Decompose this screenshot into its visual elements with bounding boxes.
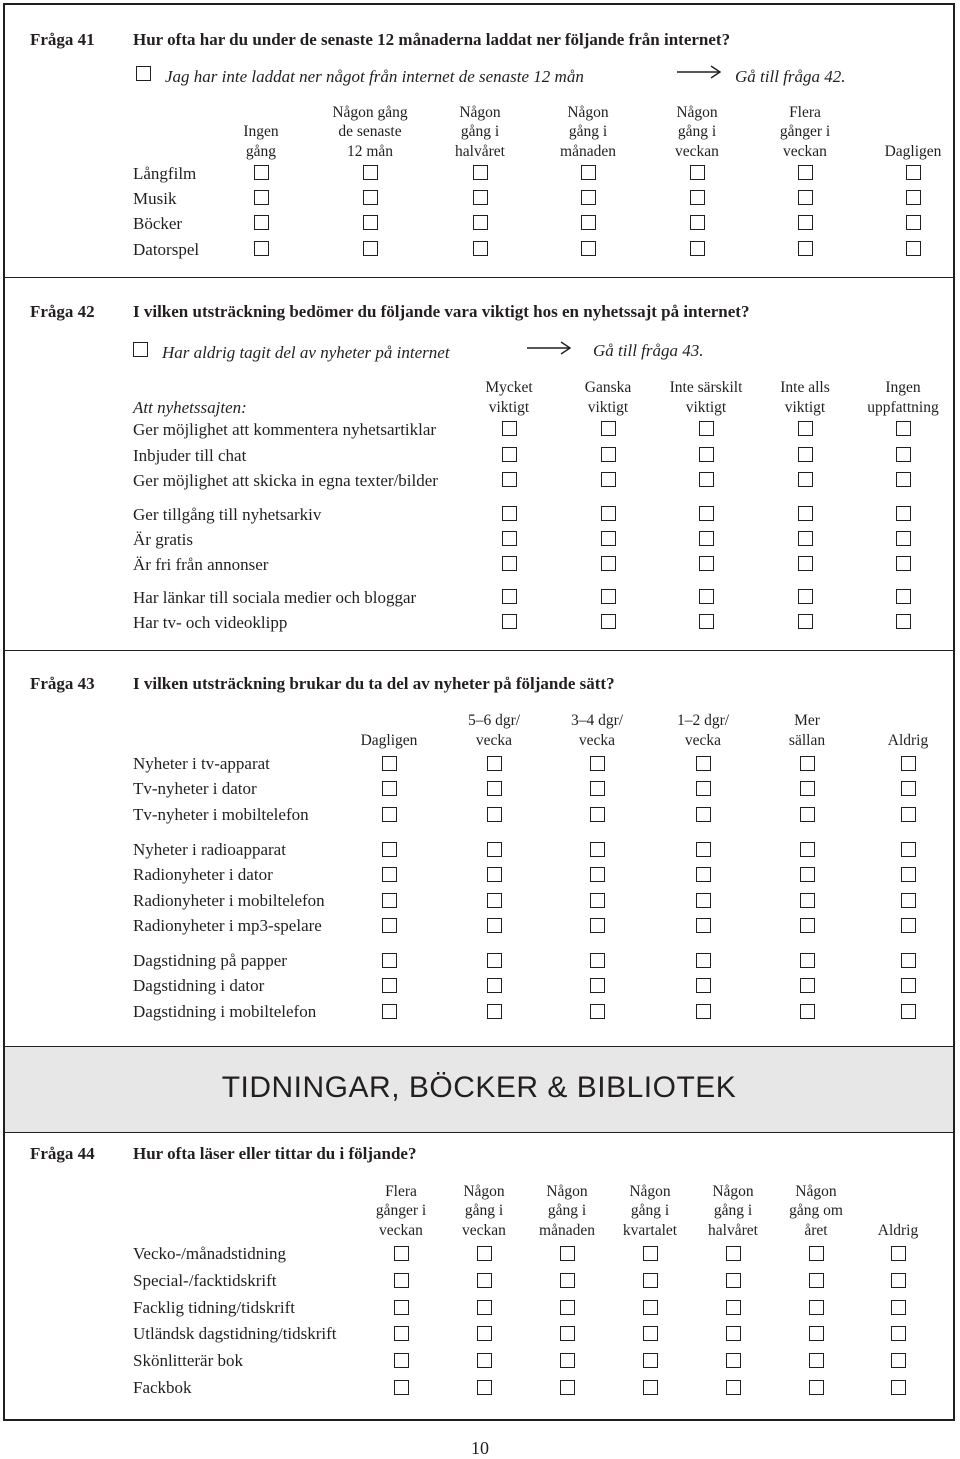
- q43-answer-checkbox[interactable]: [696, 807, 711, 822]
- q41-column-header: [637, 103, 757, 162]
- q41-answer-checkbox[interactable]: [581, 215, 596, 230]
- q44-answer-checkbox[interactable]: [643, 1380, 658, 1395]
- q44-row-label: Utländsk dagstidning/tidskrift: [133, 1324, 337, 1343]
- q43-question: I vilken utsträckning brukar du ta del av nyheter på följande sätt?: [133, 674, 615, 693]
- q41-answer-checkbox[interactable]: [363, 190, 378, 205]
- q43-answer-checkbox[interactable]: [901, 867, 916, 882]
- q43-row-label: Dagstidning i dator: [133, 976, 265, 995]
- q42-answer-checkbox[interactable]: [601, 531, 616, 546]
- q43-answer-checkbox[interactable]: [382, 893, 397, 908]
- q42-question: I vilken utsträckning bedömer du följande vara viktigt hos en nyhetssajt på internet?: [133, 302, 750, 321]
- q41-answer-checkbox[interactable]: [906, 215, 921, 230]
- q42-answer-checkbox[interactable]: [601, 556, 616, 571]
- q43-answer-checkbox[interactable]: [487, 756, 502, 771]
- column-header-line: Dagligen: [884, 142, 942, 160]
- q43-row-label: Radionyheter i dator: [133, 865, 273, 884]
- q44-answer-checkbox[interactable]: [560, 1353, 575, 1368]
- q41-column-header: [420, 103, 540, 162]
- column-header-line: Mer: [794, 712, 820, 729]
- q43-number: Fråga 43: [30, 674, 95, 693]
- q43-answer-checkbox[interactable]: [382, 756, 397, 771]
- q41-question: Hur ofta har du under de senaste 12 månaderna laddat ner följande från internet?: [133, 30, 731, 49]
- q43-row-label: Nyheter i tv-apparat: [133, 754, 270, 773]
- q43-answer-checkbox[interactable]: [800, 918, 815, 933]
- q44-answer-checkbox[interactable]: [394, 1246, 409, 1261]
- q43-answer-checkbox[interactable]: [696, 893, 711, 908]
- q44-answer-checkbox[interactable]: [809, 1353, 824, 1368]
- q43-answer-checkbox[interactable]: [800, 756, 815, 771]
- column-header-line: veckan: [379, 1221, 423, 1239]
- q44-answer-checkbox[interactable]: [560, 1300, 575, 1315]
- q42-answer-checkbox[interactable]: [896, 472, 911, 487]
- column-header-line: gånger i: [375, 1202, 427, 1219]
- q42-answer-checkbox[interactable]: [502, 589, 517, 604]
- q42-skip-option: Har aldrig tagit del av nyheter på internet: [162, 343, 450, 362]
- q43-row-label: Tv-nyheter i mobiltelefon: [133, 805, 309, 824]
- q44-answer-checkbox[interactable]: [891, 1273, 906, 1288]
- q43-answer-checkbox[interactable]: [487, 918, 502, 933]
- q44-answer-checkbox[interactable]: [394, 1300, 409, 1315]
- q44-answer-checkbox[interactable]: [394, 1273, 409, 1288]
- q42-answer-checkbox[interactable]: [798, 506, 813, 521]
- q43-answer-checkbox[interactable]: [800, 867, 815, 882]
- q43-answer-checkbox[interactable]: [590, 756, 605, 771]
- q41-answer-checkbox[interactable]: [363, 241, 378, 256]
- column-header-line: Dagligen: [360, 731, 418, 749]
- q43-answer-checkbox[interactable]: [382, 842, 397, 857]
- q41-row-label: Böcker: [133, 214, 183, 233]
- q43-column-header: [643, 711, 763, 750]
- q41-answer-checkbox[interactable]: [581, 241, 596, 256]
- q42-answer-checkbox[interactable]: [601, 506, 616, 521]
- q42-row-label: Ger möjlighet att kommentera nyhetsartiklar: [133, 420, 437, 439]
- q42-answer-checkbox[interactable]: [798, 589, 813, 604]
- q43-row-label: Dagstidning i mobiltelefon: [133, 1002, 317, 1021]
- column-header-line: Någon: [459, 103, 501, 121]
- q41-row-label: Datorspel: [133, 240, 200, 259]
- q43-answer-checkbox[interactable]: [800, 978, 815, 993]
- q42-answer-checkbox[interactable]: [896, 556, 911, 571]
- q41-column-header: [310, 103, 430, 162]
- q43-answer-checkbox[interactable]: [901, 893, 916, 908]
- q41-column-header: [528, 103, 648, 162]
- q41-answer-checkbox[interactable]: [473, 215, 488, 230]
- column-header-line: 5–6 dgr/: [467, 712, 521, 729]
- q41-skip-option: Jag har inte laddat ner något från internet de senaste 12 mån: [165, 67, 584, 86]
- arrow-right-icon: [527, 340, 573, 356]
- q43-answer-checkbox[interactable]: [487, 781, 502, 796]
- column-header-line: Någon: [546, 1182, 588, 1200]
- column-header-line: månaden: [539, 1221, 595, 1239]
- q41-answer-checkbox[interactable]: [363, 215, 378, 230]
- q41-answer-checkbox[interactable]: [473, 190, 488, 205]
- q41-skip-checkbox[interactable]: [136, 66, 151, 81]
- q43-answer-checkbox[interactable]: [901, 978, 916, 993]
- q43-answer-checkbox[interactable]: [901, 756, 916, 771]
- column-header-line: gång i: [713, 1202, 753, 1219]
- q43-answer-checkbox[interactable]: [696, 978, 711, 993]
- q43-answer-checkbox[interactable]: [487, 807, 502, 822]
- q42-answer-checkbox[interactable]: [896, 614, 911, 629]
- q42-answer-checkbox[interactable]: [699, 447, 714, 462]
- q44-answer-checkbox[interactable]: [809, 1246, 824, 1261]
- q44-answer-checkbox[interactable]: [891, 1246, 906, 1261]
- q44-row-label: Facklig tidning/tidskrift: [133, 1298, 295, 1317]
- q43-answer-checkbox[interactable]: [696, 756, 711, 771]
- q44-answer-checkbox[interactable]: [643, 1326, 658, 1341]
- q44-answer-checkbox[interactable]: [643, 1273, 658, 1288]
- q44-answer-checkbox[interactable]: [643, 1300, 658, 1315]
- column-header-line: Ganska: [584, 379, 632, 396]
- q41-answer-checkbox[interactable]: [690, 165, 705, 180]
- q43-answer-checkbox[interactable]: [487, 1004, 502, 1019]
- column-header-line: gånger i: [779, 123, 831, 140]
- column-header-line: Ingen: [243, 123, 279, 140]
- divider: [5, 650, 953, 651]
- q43-answer-checkbox[interactable]: [590, 1004, 605, 1019]
- q42-answer-checkbox[interactable]: [798, 531, 813, 546]
- column-header-line: Någon: [463, 1182, 505, 1200]
- q43-answer-checkbox[interactable]: [901, 1004, 916, 1019]
- column-header-line: 1–2 dgr/: [676, 712, 730, 729]
- q42-answer-checkbox[interactable]: [798, 614, 813, 629]
- q44-row-label: Special-/facktidskrift: [133, 1271, 277, 1290]
- column-header-line: månaden: [560, 142, 616, 160]
- column-header-line: gång i: [547, 1202, 587, 1219]
- divider: [5, 277, 953, 278]
- q43-column-header: [848, 731, 960, 751]
- q44-answer-checkbox[interactable]: [477, 1300, 492, 1315]
- column-header-line: Någon: [567, 103, 609, 121]
- column-header-line: Någon: [629, 1182, 671, 1200]
- column-header-line: gång om: [789, 1202, 843, 1219]
- q41-answer-checkbox[interactable]: [581, 190, 596, 205]
- q43-row-label: Radionyheter i mp3-spelare: [133, 916, 322, 935]
- column-header-line: viktigt: [784, 398, 826, 416]
- q43-answer-checkbox[interactable]: [487, 978, 502, 993]
- q41-answer-checkbox[interactable]: [581, 165, 596, 180]
- q43-answer-checkbox[interactable]: [590, 953, 605, 968]
- q42-answer-checkbox[interactable]: [601, 447, 616, 462]
- q42-answer-checkbox[interactable]: [896, 506, 911, 521]
- q42-answer-checkbox[interactable]: [601, 472, 616, 487]
- q42-skip-goto: Gå till fråga 43.: [593, 341, 704, 360]
- q42-answer-checkbox[interactable]: [699, 506, 714, 521]
- q41-answer-checkbox[interactable]: [690, 215, 705, 230]
- q42-answer-checkbox[interactable]: [896, 589, 911, 604]
- q42-row-label: Är fri från annonser: [133, 555, 269, 574]
- q42-answer-checkbox[interactable]: [798, 421, 813, 436]
- q42-row-label: Har länkar till sociala medier och bloggar: [133, 588, 417, 607]
- column-header-line: Flera: [385, 1182, 417, 1200]
- column-header-line: gång i: [464, 1202, 504, 1219]
- q41-answer-checkbox[interactable]: [363, 165, 378, 180]
- column-header-line: Mycket: [485, 379, 533, 396]
- column-header-line: viktigt: [488, 398, 530, 416]
- column-header-line: vecka: [578, 731, 616, 749]
- q42-row-label: Har tv- och videoklipp: [133, 613, 288, 632]
- column-header-line: halvåret: [455, 142, 505, 160]
- q44-answer-checkbox[interactable]: [560, 1326, 575, 1341]
- q44-row-label: Fackbok: [133, 1378, 192, 1397]
- column-header-line: gång i: [460, 123, 500, 140]
- page-number: 10: [471, 1438, 489, 1458]
- column-header-line: vecka: [684, 731, 722, 749]
- q44-answer-checkbox[interactable]: [643, 1246, 658, 1261]
- q42-answer-checkbox[interactable]: [896, 531, 911, 546]
- q43-answer-checkbox[interactable]: [382, 918, 397, 933]
- q42-answer-checkbox[interactable]: [699, 472, 714, 487]
- q43-answer-checkbox[interactable]: [487, 867, 502, 882]
- column-header-line: kvartalet: [622, 1221, 678, 1239]
- q43-answer-checkbox[interactable]: [696, 1004, 711, 1019]
- q42-answer-checkbox[interactable]: [896, 421, 911, 436]
- q44-answer-checkbox[interactable]: [809, 1273, 824, 1288]
- q42-answer-checkbox[interactable]: [601, 421, 616, 436]
- q44-answer-checkbox[interactable]: [477, 1273, 492, 1288]
- q41-answer-checkbox[interactable]: [473, 241, 488, 256]
- column-header-line: vecka: [475, 731, 513, 749]
- q44-answer-checkbox[interactable]: [891, 1380, 906, 1395]
- q44-answer-checkbox[interactable]: [726, 1246, 741, 1261]
- q44-answer-checkbox[interactable]: [477, 1246, 492, 1261]
- q42-answer-checkbox[interactable]: [502, 556, 517, 571]
- q42-row-label: Är gratis: [133, 530, 193, 549]
- q42-answer-checkbox[interactable]: [502, 421, 517, 436]
- column-header-line: veckan: [783, 142, 827, 160]
- column-header-line: veckan: [675, 142, 719, 160]
- q43-answer-checkbox[interactable]: [382, 1004, 397, 1019]
- q43-answer-checkbox[interactable]: [590, 781, 605, 796]
- q44-number: Fråga 44: [30, 1144, 95, 1163]
- q42-answer-checkbox[interactable]: [699, 556, 714, 571]
- column-header-line: uppfattning: [867, 398, 939, 416]
- q42-answer-checkbox[interactable]: [896, 447, 911, 462]
- q44-answer-checkbox[interactable]: [477, 1380, 492, 1395]
- q43-answer-checkbox[interactable]: [382, 807, 397, 822]
- q43-answer-checkbox[interactable]: [590, 893, 605, 908]
- q43-column-header: [537, 711, 657, 750]
- q42-row-label: Ger tillgång till nyhetsarkiv: [133, 505, 322, 524]
- q43-answer-checkbox[interactable]: [590, 918, 605, 933]
- q43-answer-checkbox[interactable]: [696, 867, 711, 882]
- column-header-line: Någon: [712, 1182, 754, 1200]
- q42-row-intro: Att nyhetssajten:: [133, 398, 247, 417]
- q44-answer-checkbox[interactable]: [560, 1273, 575, 1288]
- q41-answer-checkbox[interactable]: [254, 241, 269, 256]
- q44-column-header: [838, 1221, 958, 1241]
- q43-answer-checkbox[interactable]: [590, 867, 605, 882]
- q43-answer-checkbox[interactable]: [901, 953, 916, 968]
- q42-answer-checkbox[interactable]: [798, 556, 813, 571]
- q43-answer-checkbox[interactable]: [800, 1004, 815, 1019]
- q44-answer-checkbox[interactable]: [477, 1353, 492, 1368]
- q44-answer-checkbox[interactable]: [726, 1273, 741, 1288]
- q42-answer-checkbox[interactable]: [699, 421, 714, 436]
- q41-skip-goto: Gå till fråga 42.: [735, 67, 846, 86]
- q42-answer-checkbox[interactable]: [798, 472, 813, 487]
- q43-answer-checkbox[interactable]: [382, 953, 397, 968]
- q42-answer-checkbox[interactable]: [699, 614, 714, 629]
- q44-answer-checkbox[interactable]: [560, 1380, 575, 1395]
- q42-answer-checkbox[interactable]: [502, 614, 517, 629]
- column-header-line: Flera: [789, 103, 821, 121]
- column-header-line: 12 mån: [346, 142, 394, 160]
- q44-question: Hur ofta läser eller tittar du i följande?: [133, 1144, 417, 1163]
- q43-answer-checkbox[interactable]: [382, 781, 397, 796]
- q44-answer-checkbox[interactable]: [394, 1353, 409, 1368]
- q44-answer-checkbox[interactable]: [394, 1380, 409, 1395]
- q44-answer-checkbox[interactable]: [726, 1300, 741, 1315]
- column-header-line: Någon: [795, 1182, 837, 1200]
- column-header-line: Aldrig: [877, 1221, 919, 1239]
- q43-answer-checkbox[interactable]: [382, 978, 397, 993]
- q41-row-label: Långfilm: [133, 164, 197, 183]
- column-header-line: Aldrig: [887, 731, 929, 749]
- column-header-line: Någon gång: [332, 103, 408, 121]
- q41-answer-checkbox[interactable]: [690, 190, 705, 205]
- q43-answer-checkbox[interactable]: [590, 978, 605, 993]
- q41-column-header: [201, 122, 321, 161]
- q42-answer-checkbox[interactable]: [601, 614, 616, 629]
- q44-answer-checkbox[interactable]: [726, 1380, 741, 1395]
- q42-column-header: [843, 378, 960, 417]
- q41-answer-checkbox[interactable]: [473, 165, 488, 180]
- q42-answer-checkbox[interactable]: [502, 506, 517, 521]
- q44-answer-checkbox[interactable]: [809, 1300, 824, 1315]
- q42-answer-checkbox[interactable]: [699, 589, 714, 604]
- q43-row-label: Radionyheter i mobiltelefon: [133, 891, 325, 910]
- q41-answer-checkbox[interactable]: [798, 215, 813, 230]
- q44-row-label: Vecko-/månadstidning: [133, 1244, 286, 1263]
- q41-answer-checkbox[interactable]: [906, 190, 921, 205]
- q42-answer-checkbox[interactable]: [502, 531, 517, 546]
- q41-answer-checkbox[interactable]: [254, 165, 269, 180]
- q44-answer-checkbox[interactable]: [726, 1353, 741, 1368]
- arrow-right-icon: [677, 64, 723, 80]
- column-header-line: gång i: [630, 1202, 670, 1219]
- q42-skip-checkbox[interactable]: [133, 342, 148, 357]
- column-header-line: gång i: [677, 123, 717, 140]
- q42-number: Fråga 42: [30, 302, 95, 321]
- column-header-line: gång: [245, 142, 277, 160]
- column-header-line: viktigt: [685, 398, 727, 416]
- q43-column-header: [329, 731, 449, 751]
- q43-answer-checkbox[interactable]: [487, 893, 502, 908]
- q41-answer-checkbox[interactable]: [798, 241, 813, 256]
- q42-answer-checkbox[interactable]: [502, 447, 517, 462]
- q41-answer-checkbox[interactable]: [906, 165, 921, 180]
- column-header-line: Inte alls: [780, 379, 830, 396]
- column-header-line: veckan: [462, 1221, 506, 1239]
- q41-answer-checkbox[interactable]: [798, 165, 813, 180]
- column-header-line: viktigt: [587, 398, 629, 416]
- q44-answer-checkbox[interactable]: [560, 1246, 575, 1261]
- q43-answer-checkbox[interactable]: [800, 842, 815, 857]
- q44-answer-checkbox[interactable]: [394, 1326, 409, 1341]
- q41-row-label: Musik: [133, 189, 177, 208]
- q41-column-header: [853, 142, 960, 162]
- column-header-line: halvåret: [708, 1221, 758, 1239]
- column-header-line: Ingen: [885, 379, 921, 396]
- q43-answer-checkbox[interactable]: [590, 842, 605, 857]
- q44-answer-checkbox[interactable]: [809, 1326, 824, 1341]
- column-header-line: Inte särskilt: [669, 379, 743, 396]
- q42-answer-checkbox[interactable]: [601, 589, 616, 604]
- q41-answer-checkbox[interactable]: [254, 215, 269, 230]
- column-header-line: Någon: [676, 103, 718, 121]
- q43-row-label: Dagstidning på papper: [133, 951, 287, 970]
- q43-answer-checkbox[interactable]: [800, 893, 815, 908]
- q41-answer-checkbox[interactable]: [798, 190, 813, 205]
- column-header-line: året: [804, 1221, 828, 1239]
- section-banner: [5, 1046, 953, 1133]
- q43-answer-checkbox[interactable]: [696, 953, 711, 968]
- q43-row-label: Nyheter i radioapparat: [133, 840, 286, 859]
- column-header-line: sällan: [788, 731, 826, 749]
- q42-answer-checkbox[interactable]: [699, 531, 714, 546]
- q43-answer-checkbox[interactable]: [901, 807, 916, 822]
- q41-answer-checkbox[interactable]: [254, 190, 269, 205]
- q41-number: Fråga 41: [30, 30, 95, 49]
- q43-answer-checkbox[interactable]: [487, 842, 502, 857]
- q44-answer-checkbox[interactable]: [643, 1353, 658, 1368]
- q44-answer-checkbox[interactable]: [477, 1326, 492, 1341]
- q43-answer-checkbox[interactable]: [696, 918, 711, 933]
- q44-answer-checkbox[interactable]: [891, 1326, 906, 1341]
- q44-answer-checkbox[interactable]: [891, 1353, 906, 1368]
- q44-answer-checkbox[interactable]: [726, 1326, 741, 1341]
- q43-answer-checkbox[interactable]: [800, 781, 815, 796]
- q41-column-header: [745, 103, 865, 162]
- q41-answer-checkbox[interactable]: [690, 241, 705, 256]
- section-title: TIDNINGAR, BÖCKER & BIBLIOTEK: [221, 1071, 737, 1104]
- q42-row-label: Ger möjlighet att skicka in egna texter/bilder: [133, 471, 438, 490]
- q41-answer-checkbox[interactable]: [906, 241, 921, 256]
- q42-row-label: Inbjuder till chat: [133, 446, 247, 465]
- q43-answer-checkbox[interactable]: [696, 842, 711, 857]
- q43-answer-checkbox[interactable]: [696, 781, 711, 796]
- q43-row-label: Tv-nyheter i dator: [133, 779, 257, 798]
- q43-answer-checkbox[interactable]: [800, 953, 815, 968]
- q43-answer-checkbox[interactable]: [901, 781, 916, 796]
- q43-answer-checkbox[interactable]: [382, 867, 397, 882]
- q42-answer-checkbox[interactable]: [798, 447, 813, 462]
- column-header-line: 3–4 dgr/: [570, 712, 624, 729]
- q44-answer-checkbox[interactable]: [809, 1380, 824, 1395]
- q44-row-label: Skönlitterär bok: [133, 1351, 244, 1370]
- q43-answer-checkbox[interactable]: [800, 807, 815, 822]
- q43-answer-checkbox[interactable]: [901, 842, 916, 857]
- q43-answer-checkbox[interactable]: [901, 918, 916, 933]
- column-header-line: de senaste: [338, 123, 402, 140]
- q43-answer-checkbox[interactable]: [590, 807, 605, 822]
- column-header-line: gång i: [568, 123, 608, 140]
- q43-answer-checkbox[interactable]: [487, 953, 502, 968]
- q43-column-header: [434, 711, 554, 750]
- q44-answer-checkbox[interactable]: [891, 1300, 906, 1315]
- q42-answer-checkbox[interactable]: [502, 472, 517, 487]
